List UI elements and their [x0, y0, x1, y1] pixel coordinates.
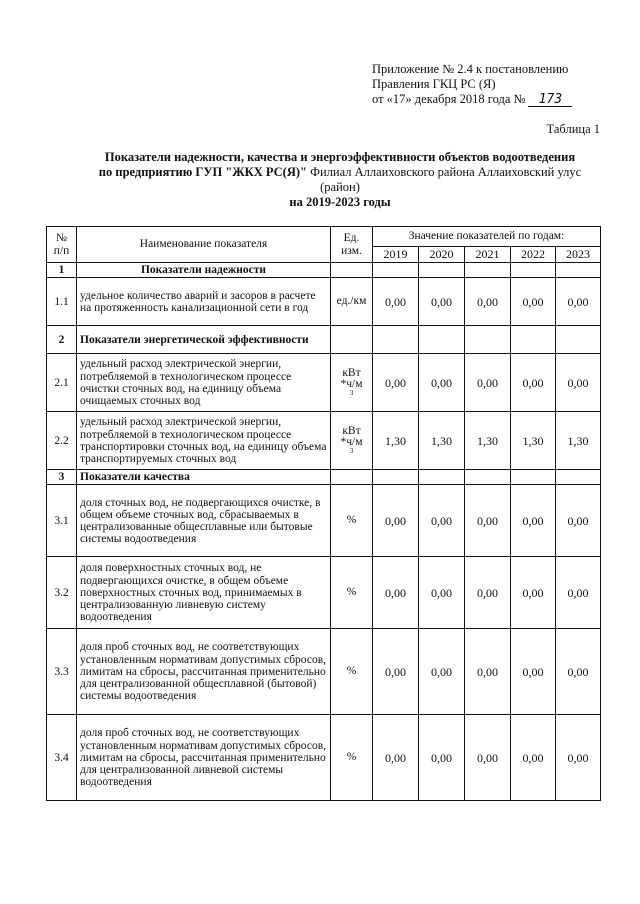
title-line-2-rest: Филиал Аллаиховского района Аллаиховский улус — [306, 165, 582, 179]
section-title: Показатели надежности — [77, 263, 331, 278]
section-number: 3 — [47, 470, 77, 485]
indicator-value: 0,00 — [419, 485, 465, 557]
indicator-value: 0,00 — [419, 557, 465, 629]
empty-cell — [511, 326, 556, 354]
indicator-value: 0,00 — [556, 557, 601, 629]
indicator-value: 1,30 — [373, 412, 419, 470]
indicator-row — [47, 557, 601, 629]
header-year: 2021 — [465, 247, 511, 263]
indicator-name: удельное количество аварий и засоров в расчете на протяженность канализационной сети в год — [77, 278, 331, 326]
indicator-value: 0,00 — [419, 629, 465, 715]
indicator-name: доля проб сточных вод, не соответствующих установленным нормативам допустимых сбросов, лимитам на сбросы, рассчитанная применительно для централизованной общесплавной (бытовой) системы водоотведения — [77, 629, 331, 715]
appendix-line-2: Правления ГКЦ РС (Я) — [372, 77, 496, 91]
indicator-number: 2.2 — [47, 412, 77, 470]
appendix-date: от «17» декабря 2018 года № — [372, 92, 526, 106]
section-number: 1 — [47, 263, 77, 278]
section-title: Показатели энергетической эффективности — [77, 326, 331, 354]
section-title: Показатели качества — [77, 470, 331, 485]
indicator-value: 0,00 — [465, 278, 511, 326]
indicator-name: удельный расход электрической энергии, потребляемой в технологическом процессе очистки сточных вод, на единицу объема очищаемых сточных вод — [77, 354, 331, 412]
section-row — [47, 263, 601, 278]
indicator-row — [47, 629, 601, 715]
indicator-unit — [331, 278, 373, 326]
indicator-value: 0,00 — [556, 485, 601, 557]
indicator-value: 0,00 — [556, 354, 601, 412]
unit-main: % — [346, 514, 357, 527]
indicator-value: 0,00 — [465, 715, 511, 801]
indicator-value: 0,00 — [465, 557, 511, 629]
indicator-value: 0,00 — [511, 629, 556, 715]
appendix-line-3 — [372, 92, 572, 107]
indicator-value: 0,00 — [373, 485, 419, 557]
indicator-value: 0,00 — [419, 278, 465, 326]
appendix-line-1: Приложение № 2.4 к постановлению — [372, 62, 569, 76]
section-row — [47, 326, 601, 354]
empty-cell — [511, 470, 556, 485]
empty-cell — [419, 326, 465, 354]
indicator-value: 0,00 — [511, 278, 556, 326]
title-line-4: на 2019-2023 годы — [289, 195, 391, 209]
indicator-unit — [331, 557, 373, 629]
indicator-value: 0,00 — [373, 557, 419, 629]
header-year: 2023 — [556, 247, 601, 263]
indicator-value: 0,00 — [511, 354, 556, 412]
indicator-value: 0,00 — [556, 715, 601, 801]
indicator-unit — [331, 354, 373, 412]
indicator-row — [47, 715, 601, 801]
header-values-by-year: Значение показателей по годам: — [373, 227, 601, 247]
section-number: 2 — [47, 326, 77, 354]
indicator-value: 0,00 — [373, 629, 419, 715]
header-year: 2022 — [511, 247, 556, 263]
header-year: 2019 — [373, 247, 419, 263]
empty-cell — [373, 326, 419, 354]
unit-main: ед./км — [336, 295, 367, 308]
section-row — [47, 470, 601, 485]
table-label: Таблица 1 — [546, 122, 600, 136]
indicator-number: 2.1 — [47, 354, 77, 412]
indicator-row — [47, 485, 601, 557]
indicator-value: 0,00 — [511, 485, 556, 557]
document-title — [80, 150, 600, 210]
indicator-number: 3.2 — [47, 557, 77, 629]
empty-cell — [556, 326, 601, 354]
header-year: 2020 — [419, 247, 465, 263]
indicator-row — [47, 354, 601, 412]
empty-cell — [556, 470, 601, 485]
indicator-value: 0,00 — [419, 354, 465, 412]
indicators-table — [46, 226, 601, 801]
header-unit: Ед. изм. — [331, 227, 373, 263]
indicator-value: 1,30 — [419, 412, 465, 470]
unit-main: кВт *ч/м — [340, 367, 363, 391]
indicator-value: 0,00 — [465, 629, 511, 715]
unit-superscript: 3 — [349, 389, 354, 398]
indicator-unit — [331, 485, 373, 557]
empty-cell — [511, 263, 556, 278]
empty-cell — [556, 263, 601, 278]
indicator-name: удельный расход электрической энергии, потребляемой в технологическом процессе транспортировки сточных вод, на единицу объема транспортируемых сточных вод — [77, 412, 331, 470]
header-number: № п/п — [47, 227, 77, 263]
empty-cell — [373, 470, 419, 485]
indicator-number: 3.1 — [47, 485, 77, 557]
indicator-name: доля поверхностных сточных вод, не подвергающихся очистке, в общем объеме поверхностных сточных вод, принимаемых в централизованную ливневую систему водоотведения — [77, 557, 331, 629]
empty-cell — [465, 263, 511, 278]
empty-cell — [419, 470, 465, 485]
empty-cell — [331, 470, 373, 485]
unit-superscript: 3 — [349, 447, 354, 456]
header-indicator-name: Наименование показателя — [77, 227, 331, 263]
indicator-value: 0,00 — [511, 557, 556, 629]
indicator-value: 0,00 — [465, 354, 511, 412]
indicator-value: 0,00 — [373, 278, 419, 326]
indicator-name: доля проб сточных вод, не соответствующих установленным нормативам допустимых сбросов, лимитам на сбросы, рассчитанная применительно для централизованной ливневой системы водоотведения — [77, 715, 331, 801]
title-line-3: (район) — [320, 180, 360, 194]
unit-main: % — [346, 751, 357, 764]
indicator-value: 0,00 — [373, 354, 419, 412]
document-number: 173 — [528, 93, 572, 107]
indicator-number: 3.4 — [47, 715, 77, 801]
empty-cell — [331, 326, 373, 354]
indicator-unit — [331, 629, 373, 715]
indicator-name: доля сточных вод, не подвергающихся очистке, в общем объеме сточных вод, сбрасываемых в централизованные общесплавные или бытовые системы водоотведения — [77, 485, 331, 557]
indicator-row — [47, 278, 601, 326]
indicator-number: 3.3 — [47, 629, 77, 715]
unit-main: % — [346, 665, 357, 678]
indicator-value: 1,30 — [511, 412, 556, 470]
unit-main: % — [346, 586, 357, 599]
indicator-row — [47, 412, 601, 470]
indicator-value: 0,00 — [556, 278, 601, 326]
title-line-1: Показатели надежности, качества и энергоэффективности объектов водоотведения — [104, 150, 576, 164]
empty-cell — [465, 326, 511, 354]
indicator-unit — [331, 412, 373, 470]
title-line-2-bold: по предприятию ГУП "ЖКХ РС(Я)" — [98, 165, 307, 179]
empty-cell — [419, 263, 465, 278]
indicator-value: 0,00 — [556, 629, 601, 715]
empty-cell — [465, 470, 511, 485]
indicator-unit — [331, 715, 373, 801]
appendix-note — [372, 62, 572, 107]
indicator-number: 1.1 — [47, 278, 77, 326]
indicator-value: 1,30 — [465, 412, 511, 470]
indicator-value: 0,00 — [465, 485, 511, 557]
indicator-value: 0,00 — [511, 715, 556, 801]
indicator-value: 1,30 — [556, 412, 601, 470]
indicator-value: 0,00 — [373, 715, 419, 801]
unit-main: кВт *ч/м — [340, 425, 363, 449]
indicator-value: 0,00 — [419, 715, 465, 801]
empty-cell — [373, 263, 419, 278]
empty-cell — [331, 263, 373, 278]
